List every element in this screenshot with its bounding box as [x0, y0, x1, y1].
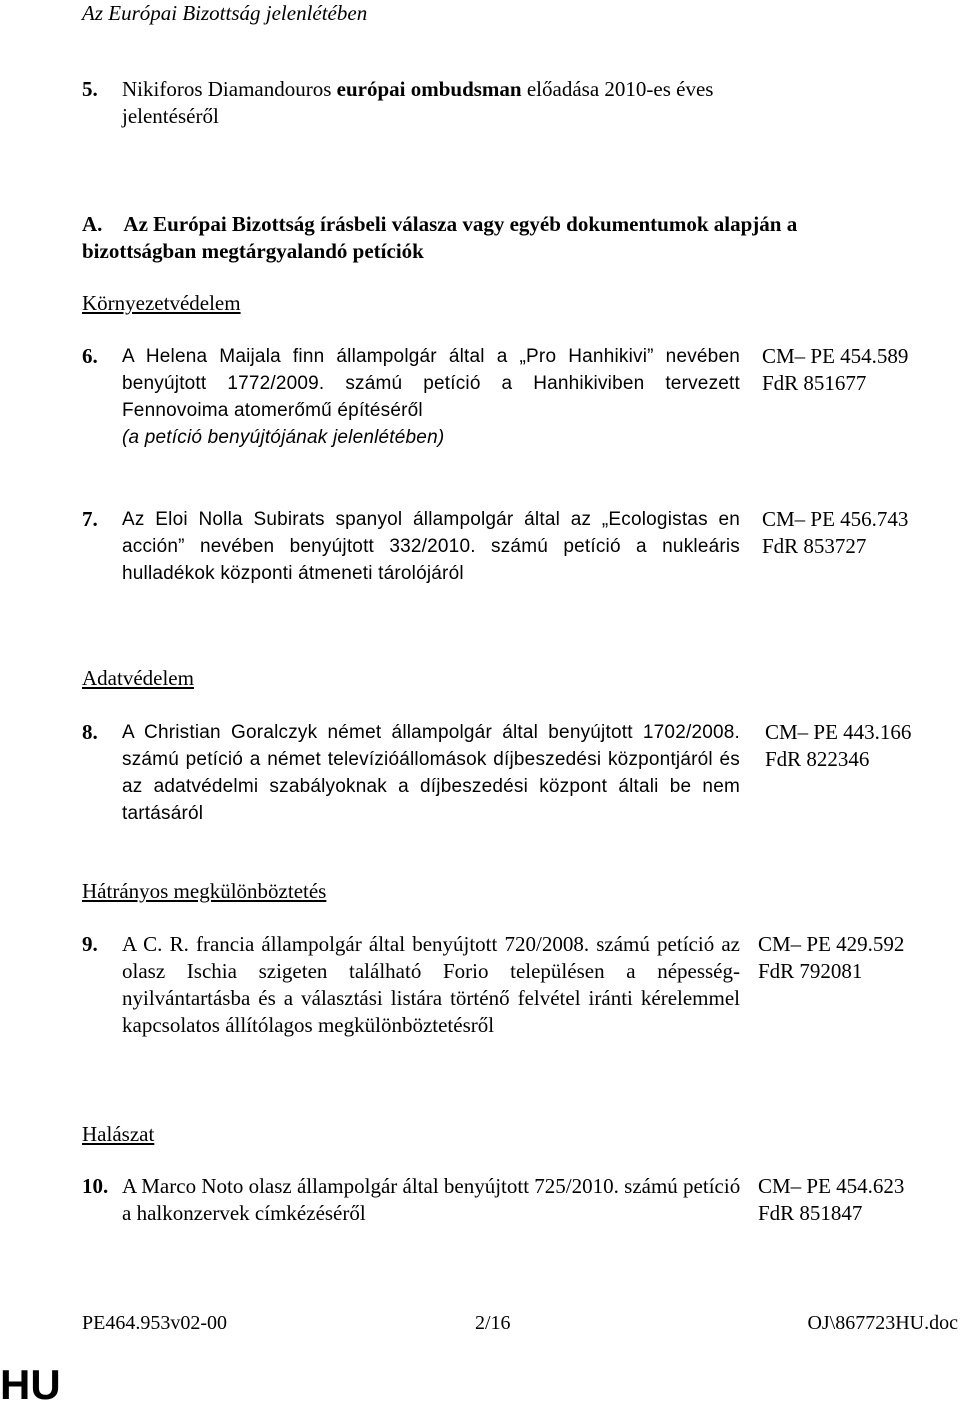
- item-6-text: [122, 343, 740, 451]
- section-heading-discrimination: Hátrányos megkülönböztetés: [82, 879, 327, 903]
- item-8-refs: [765, 719, 911, 773]
- item-7-text: Az Eloi Nolla Subirats spanyol állampolgár által az „Ecologistas en acción” nevében benyújtott 332/2010. számú petíció a nukleáris hulladékok központi átmeneti tárolójáról: [122, 509, 740, 584]
- item-10-number: 10.: [82, 1174, 109, 1198]
- item-6-note: (a petíció benyújtójának jelenlétében): [122, 427, 445, 448]
- item-8-text: A Christian Goralczyk német állampolgár által benyújtott 1702/2008. számú petíció a német televízióállomások díjbeszedési központjáról és az adatvédelmi szabályoknak a díjbeszedési központ általi be nem tartásáról: [122, 722, 740, 824]
- footer-file-name: OJ\867723HU.doc: [807, 1312, 958, 1334]
- section-a: [82, 211, 882, 265]
- item-6-number: 6.: [82, 344, 98, 368]
- item-9-refs: [758, 931, 904, 985]
- item-10-ref-fdr: FdR 851847: [758, 1201, 863, 1225]
- item-5-text-before: Nikiforos Diamandouros: [122, 77, 337, 101]
- item-8-ref-cm: CM– PE 443.166: [765, 720, 912, 744]
- item-5-text: [122, 76, 762, 130]
- item-9-number: 9.: [82, 932, 98, 956]
- item-10-ref-cm: CM– PE 454.623: [758, 1174, 905, 1198]
- item-10-text: A Marco Noto olasz állampolgár által benyújtott 725/2010. számú petíció a halkonzervek címkézéséről: [122, 1174, 741, 1225]
- item-7-ref-fdr: FdR 853727: [762, 534, 867, 558]
- item-5-text-bold: európai ombudsman: [336, 77, 522, 101]
- item-7-number: 7.: [82, 507, 98, 531]
- section-heading-environment: Környezetvédelem: [82, 291, 241, 315]
- item-10-refs: [758, 1173, 904, 1227]
- item-8-ref-fdr: FdR 822346: [765, 747, 870, 771]
- item-9-ref-cm: CM– PE 429.592: [758, 932, 905, 956]
- item-7-refs: [762, 506, 908, 560]
- section-a-text: Az Európai Bizottság írásbeli válasza vagy egyéb dokumentumok alapján a bizottságban megtárgyalandó petíciók: [82, 212, 798, 263]
- section-heading-data-protection: Adatvédelem: [82, 666, 194, 690]
- section-heading-fisheries: Halászat: [82, 1122, 155, 1146]
- page-header-title: Az Európai Bizottság jelenlétében: [82, 1, 368, 25]
- item-5-text-after: előadása 2010-es éves jelentéséről: [122, 77, 714, 128]
- item-6-ref-cm: CM– PE 454.589: [762, 344, 909, 368]
- item-6-description: A Helena Maijala finn állampolgár által a „Pro Hanhikivi” nevében benyújtott 1772/2009. számú petíció a Hanhikiviben tervezett Fennovoima atomerőmű építéséről: [122, 346, 740, 421]
- item-9-ref-fdr: FdR 792081: [758, 959, 863, 983]
- footer-page-number: 2/16: [475, 1312, 511, 1334]
- item-8-number: 8.: [82, 720, 98, 744]
- item-6-ref-fdr: FdR 851677: [762, 371, 867, 395]
- footer-document-reference: PE464.953v02-00: [82, 1312, 227, 1334]
- section-a-letter: A.: [82, 212, 103, 236]
- item-9-text: A C. R. francia állampolgár által benyújtott 720/2008. számú petíció az olasz Ischia szigeten található Forio településen a népesség-nyilvántartásba és a választási listára történő felvétel iránti kérelemmel kapcsolatos állítólagos megkülönböztetésről: [122, 932, 740, 1037]
- language-code-label: HU: [0, 1361, 61, 1408]
- item-6-refs: [762, 343, 908, 397]
- item-7-ref-cm: CM– PE 456.743: [762, 507, 909, 531]
- item-5-number: 5.: [82, 77, 98, 101]
